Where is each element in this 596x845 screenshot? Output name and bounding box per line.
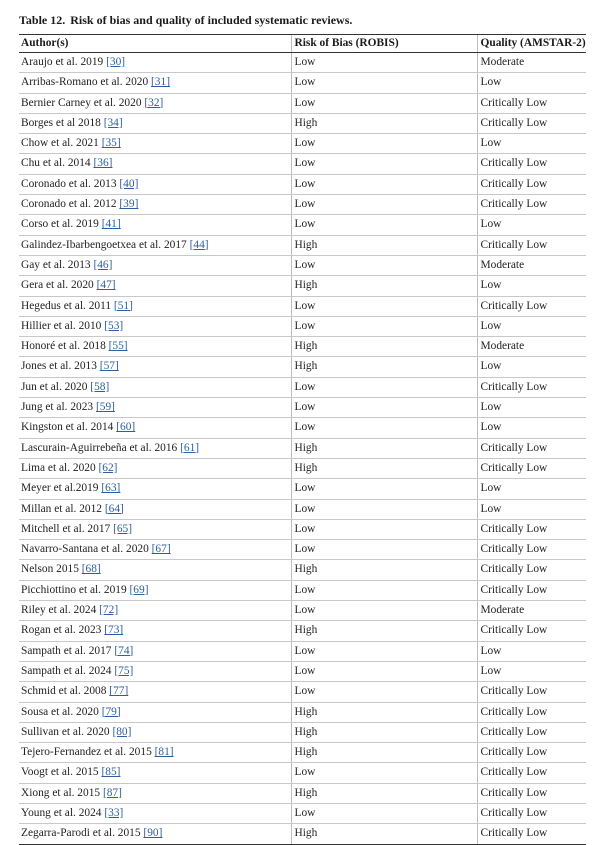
table-title: Risk of bias and quality of included systematic reviews. xyxy=(70,13,353,27)
reference-link[interactable]: [59] xyxy=(95,401,115,414)
amstar-cell: Critically Low xyxy=(477,296,586,316)
robis-cell: High xyxy=(291,702,477,722)
table-row xyxy=(19,743,586,763)
author-name: Coronado et al. 2012 xyxy=(21,198,120,211)
reference-link[interactable]: [51] xyxy=(113,299,133,312)
reference-link[interactable]: [46] xyxy=(93,258,113,271)
amstar-cell: Critically Low xyxy=(477,195,586,215)
amstar-cell: Low xyxy=(477,641,586,661)
author-name: Voogt et al. 2015 xyxy=(21,766,102,779)
reference-link[interactable]: [65] xyxy=(113,522,133,535)
robis-cell: High xyxy=(291,438,477,458)
reference-link[interactable]: [57] xyxy=(99,360,119,373)
robis-cell: Low xyxy=(291,296,477,316)
author-cell xyxy=(19,682,291,702)
author-cell xyxy=(19,53,291,73)
amstar-cell: Low xyxy=(477,215,586,235)
robis-cell: High xyxy=(291,621,477,641)
table-row xyxy=(19,722,586,742)
author-cell xyxy=(19,702,291,722)
amstar-cell: Critically Low xyxy=(477,377,586,397)
table-row xyxy=(19,458,586,478)
robis-cell: Low xyxy=(291,682,477,702)
author-cell xyxy=(19,824,291,844)
amstar-cell: Critically Low xyxy=(477,743,586,763)
robis-cell: High xyxy=(291,743,477,763)
author-name: Young et al. 2024 xyxy=(21,806,105,819)
table-row xyxy=(19,580,586,600)
author-name: Millan et al. 2012 xyxy=(21,502,105,515)
reference-link[interactable]: [62] xyxy=(98,461,118,474)
amstar-cell: Critically Low xyxy=(477,783,586,803)
amstar-cell: Critically Low xyxy=(477,682,586,702)
amstar-cell: Low xyxy=(477,479,586,499)
reference-link[interactable]: [44] xyxy=(189,238,209,251)
amstar-cell: Critically Low xyxy=(477,803,586,823)
robis-cell: Low xyxy=(291,377,477,397)
robis-cell: High xyxy=(291,276,477,296)
reference-link[interactable]: [63] xyxy=(101,482,121,495)
table-row xyxy=(19,621,586,641)
table-row xyxy=(19,316,586,336)
author-name: Chu et al. 2014 xyxy=(21,157,94,170)
robis-cell: High xyxy=(291,824,477,844)
robis-cell: High xyxy=(291,560,477,580)
reference-link[interactable]: [68] xyxy=(81,563,101,576)
author-cell xyxy=(19,519,291,539)
amstar-cell: Moderate xyxy=(477,53,586,73)
reference-link[interactable]: [77] xyxy=(109,685,129,698)
bias-quality-table xyxy=(19,34,586,845)
author-name: Jones et al. 2013 xyxy=(21,360,100,373)
author-cell xyxy=(19,276,291,296)
author-cell xyxy=(19,337,291,357)
author-name: Zegarra-Parodi et al. 2015 xyxy=(21,827,144,840)
table-row xyxy=(19,134,586,154)
table-row xyxy=(19,235,586,255)
table-row xyxy=(19,418,586,438)
column-header-amstar: Quality (AMSTAR-2) xyxy=(477,35,586,53)
robis-cell: Low xyxy=(291,255,477,275)
author-name: Coronado et al. 2013 xyxy=(21,177,120,190)
author-name: Galindez-Ibarbengoetxea et al. 2017 xyxy=(21,238,190,251)
table-row xyxy=(19,702,586,722)
author-cell xyxy=(19,479,291,499)
author-name: Gay et al. 2013 xyxy=(21,258,94,271)
author-cell xyxy=(19,113,291,133)
author-cell xyxy=(19,540,291,560)
reference-link[interactable]: [75] xyxy=(114,664,134,677)
robis-cell: Low xyxy=(291,540,477,560)
robis-cell: Low xyxy=(291,195,477,215)
author-name: Araujo et al. 2019 xyxy=(21,56,107,68)
author-name: Hillier et al. 2010 xyxy=(21,319,105,332)
robis-cell: High xyxy=(291,337,477,357)
table-row xyxy=(19,783,586,803)
author-cell xyxy=(19,296,291,316)
robis-cell: Low xyxy=(291,601,477,621)
author-name: Sampath et al. 2017 xyxy=(21,644,115,657)
column-header-robis: Risk of Bias (ROBIS) xyxy=(291,35,477,53)
author-cell xyxy=(19,438,291,458)
table-caption xyxy=(19,13,352,28)
author-name: Jun et al. 2020 xyxy=(21,380,91,393)
author-name: Hegedus et al. 2011 xyxy=(21,299,114,312)
robis-cell: Low xyxy=(291,661,477,681)
author-name: Chow et al. 2021 xyxy=(21,137,102,150)
robis-cell: Low xyxy=(291,763,477,783)
table-body xyxy=(19,53,586,845)
author-cell xyxy=(19,458,291,478)
author-name: Kingston et al. 2014 xyxy=(21,421,117,434)
author-cell xyxy=(19,195,291,215)
author-name: Schmid et al. 2008 xyxy=(21,685,110,698)
author-cell xyxy=(19,418,291,438)
table-row xyxy=(19,519,586,539)
reference-link[interactable]: [40] xyxy=(119,177,139,190)
robis-cell: Low xyxy=(291,154,477,174)
table-row xyxy=(19,73,586,93)
table-row xyxy=(19,93,586,113)
table-row xyxy=(19,377,586,397)
author-cell xyxy=(19,601,291,621)
author-name: Arribas-Romano et al. 2020 xyxy=(21,76,152,89)
reference-link[interactable]: [81] xyxy=(154,746,174,759)
table-row xyxy=(19,824,586,844)
author-name: Nelson 2015 xyxy=(21,563,82,576)
author-name: Honoré et al. 2018 xyxy=(21,340,109,353)
table-row xyxy=(19,499,586,519)
author-cell xyxy=(19,621,291,641)
amstar-cell: Critically Low xyxy=(477,722,586,742)
amstar-cell: Critically Low xyxy=(477,113,586,133)
robis-cell: High xyxy=(291,113,477,133)
author-name: Tejero-Fernandez et al. 2015 xyxy=(21,746,155,759)
author-cell xyxy=(19,215,291,235)
author-cell xyxy=(19,783,291,803)
author-name: Jung et al. 2023 xyxy=(21,401,96,414)
author-name: Meyer et al.2019 xyxy=(21,482,102,495)
reference-link[interactable]: [53] xyxy=(104,319,124,332)
author-cell xyxy=(19,377,291,397)
reference-link[interactable]: [32] xyxy=(144,96,164,109)
author-cell xyxy=(19,641,291,661)
reference-link[interactable]: [85] xyxy=(101,766,121,779)
reference-link[interactable]: [33] xyxy=(104,806,124,819)
table-row xyxy=(19,661,586,681)
author-cell xyxy=(19,174,291,194)
amstar-cell: Moderate xyxy=(477,337,586,357)
reference-link[interactable]: [41] xyxy=(101,218,121,231)
author-cell xyxy=(19,560,291,580)
author-name: Rogan et al. 2023 xyxy=(21,624,105,637)
robis-cell: Low xyxy=(291,499,477,519)
reference-link[interactable]: [73] xyxy=(104,624,124,637)
table-row xyxy=(19,53,586,73)
amstar-cell: Low xyxy=(477,276,586,296)
reference-link[interactable]: [74] xyxy=(114,644,134,657)
reference-link[interactable]: [35] xyxy=(101,137,121,150)
table-row xyxy=(19,337,586,357)
author-cell xyxy=(19,803,291,823)
reference-link[interactable]: [60] xyxy=(116,421,136,434)
author-name: Bernier Carney et al. 2020 xyxy=(21,96,145,109)
robis-cell: Low xyxy=(291,641,477,661)
amstar-cell: Low xyxy=(477,357,586,377)
amstar-cell: Critically Low xyxy=(477,174,586,194)
robis-cell: High xyxy=(291,783,477,803)
reference-link[interactable]: [80] xyxy=(112,725,132,738)
author-cell xyxy=(19,134,291,154)
table-row xyxy=(19,479,586,499)
robis-cell: High xyxy=(291,235,477,255)
reference-link[interactable]: [79] xyxy=(101,705,121,718)
reference-link[interactable]: [36] xyxy=(93,157,113,170)
reference-link[interactable]: [72] xyxy=(99,604,119,617)
amstar-cell: Critically Low xyxy=(477,519,586,539)
amstar-cell: Low xyxy=(477,73,586,93)
robis-cell: Low xyxy=(291,519,477,539)
table-row xyxy=(19,540,586,560)
amstar-cell: Critically Low xyxy=(477,560,586,580)
author-cell xyxy=(19,235,291,255)
table-row xyxy=(19,296,586,316)
amstar-cell: Critically Low xyxy=(477,580,586,600)
amstar-cell: Moderate xyxy=(477,601,586,621)
header-row xyxy=(19,35,586,53)
table-row xyxy=(19,215,586,235)
author-cell xyxy=(19,255,291,275)
reference-link[interactable]: [87] xyxy=(102,786,122,799)
robis-cell: Low xyxy=(291,215,477,235)
amstar-cell: Critically Low xyxy=(477,154,586,174)
robis-cell: Low xyxy=(291,174,477,194)
amstar-cell: Critically Low xyxy=(477,824,586,844)
table-row xyxy=(19,560,586,580)
reference-link[interactable]: [67] xyxy=(151,543,171,556)
robis-cell: Low xyxy=(291,479,477,499)
author-name: Lima et al. 2020 xyxy=(21,461,99,474)
table-row xyxy=(19,601,586,621)
table-row xyxy=(19,763,586,783)
amstar-cell: Low xyxy=(477,316,586,336)
reference-link[interactable]: [64] xyxy=(104,502,124,515)
reference-link[interactable]: [39] xyxy=(119,198,139,211)
robis-cell: Low xyxy=(291,93,477,113)
amstar-cell: Low xyxy=(477,661,586,681)
author-name: Sullivan et al. 2020 xyxy=(21,725,113,738)
author-name: Lascurain-Aguirrebeña et al. 2016 xyxy=(21,441,181,454)
reference-link[interactable]: [31] xyxy=(151,76,170,89)
amstar-cell: Critically Low xyxy=(477,438,586,458)
reference-link[interactable]: [58] xyxy=(90,380,110,393)
author-name: Mitchell et al. 2017 xyxy=(21,522,114,535)
table-row xyxy=(19,641,586,661)
robis-cell: Low xyxy=(291,580,477,600)
author-cell xyxy=(19,316,291,336)
table-row xyxy=(19,154,586,174)
amstar-cell: Critically Low xyxy=(477,763,586,783)
author-name: Navarro-Santana et al. 2020 xyxy=(21,543,152,556)
amstar-cell: Critically Low xyxy=(477,458,586,478)
table-row xyxy=(19,276,586,296)
robis-cell: Low xyxy=(291,73,477,93)
amstar-cell: Low xyxy=(477,398,586,418)
author-name: Sousa et al. 2020 xyxy=(21,705,102,718)
table-row xyxy=(19,398,586,418)
reference-link[interactable]: [90] xyxy=(143,827,163,840)
reference-link[interactable]: [61] xyxy=(180,441,200,454)
table-number: Table 12. xyxy=(19,13,66,27)
author-cell xyxy=(19,398,291,418)
author-cell xyxy=(19,763,291,783)
reference-link[interactable]: [55] xyxy=(108,340,128,353)
column-header-author: Author(s) xyxy=(19,35,291,53)
robis-cell: Low xyxy=(291,316,477,336)
author-name: Gera et al. 2020 xyxy=(21,279,97,292)
table-row xyxy=(19,438,586,458)
robis-cell: High xyxy=(291,722,477,742)
author-cell xyxy=(19,73,291,93)
amstar-cell: Critically Low xyxy=(477,621,586,641)
table-row xyxy=(19,113,586,133)
robis-cell: Low xyxy=(291,803,477,823)
author-cell xyxy=(19,661,291,681)
author-name: Corso et al. 2019 xyxy=(21,218,102,231)
author-name: Riley et al. 2024 xyxy=(21,604,100,617)
author-cell xyxy=(19,499,291,519)
reference-link[interactable]: [47] xyxy=(96,279,116,292)
amstar-cell: Low xyxy=(477,499,586,519)
amstar-cell: Critically Low xyxy=(477,702,586,722)
author-cell xyxy=(19,357,291,377)
author-cell xyxy=(19,154,291,174)
table-row xyxy=(19,682,586,702)
robis-cell: Low xyxy=(291,398,477,418)
amstar-cell: Moderate xyxy=(477,255,586,275)
author-cell xyxy=(19,93,291,113)
robis-cell: High xyxy=(291,357,477,377)
author-name: Picchiottino et al. 2019 xyxy=(21,583,130,596)
amstar-cell: Critically Low xyxy=(477,93,586,113)
table-row xyxy=(19,174,586,194)
reference-link[interactable]: [30] xyxy=(106,56,126,68)
robis-cell: Low xyxy=(291,53,477,73)
table-header xyxy=(19,35,586,53)
author-cell xyxy=(19,743,291,763)
table-row xyxy=(19,195,586,215)
author-name: Borges et al 2018 xyxy=(21,116,104,129)
robis-cell: Low xyxy=(291,418,477,438)
table-row xyxy=(19,255,586,275)
author-cell xyxy=(19,722,291,742)
table-row xyxy=(19,803,586,823)
robis-cell: Low xyxy=(291,134,477,154)
reference-link[interactable]: [34] xyxy=(103,116,123,129)
author-name: Sampath et al. 2024 xyxy=(21,664,115,677)
amstar-cell: Critically Low xyxy=(477,540,586,560)
robis-cell: High xyxy=(291,458,477,478)
amstar-cell: Low xyxy=(477,418,586,438)
amstar-cell: Low xyxy=(477,134,586,154)
table-row xyxy=(19,357,586,377)
amstar-cell: Critically Low xyxy=(477,235,586,255)
reference-link[interactable]: [69] xyxy=(129,583,149,596)
author-name: Xiong et al. 2015 xyxy=(21,786,103,799)
author-cell xyxy=(19,580,291,600)
